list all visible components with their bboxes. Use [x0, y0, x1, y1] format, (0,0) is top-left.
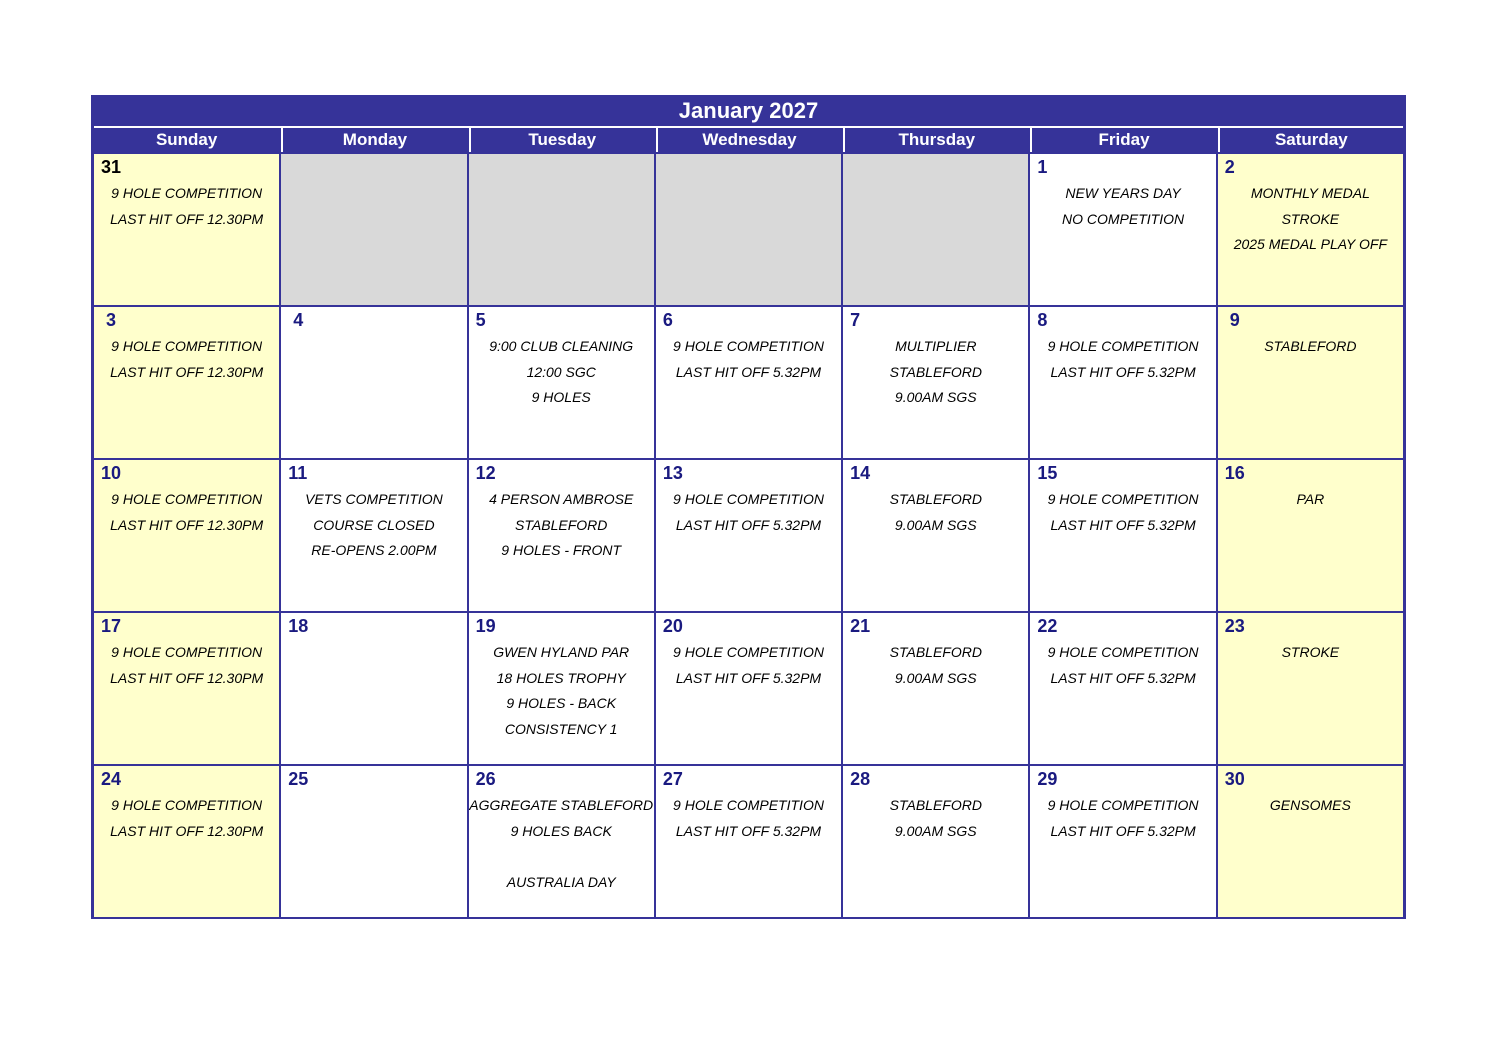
day-cell — [94, 307, 279, 458]
day-number: 17 — [101, 616, 122, 636]
day-number: 28 — [850, 769, 871, 789]
day-cell — [1030, 613, 1215, 764]
day-number: 10 — [101, 463, 122, 483]
event-line: LAST HIT OFF 5.32PM — [675, 363, 822, 380]
event-line: LAST HIT OFF 5.32PM — [1050, 669, 1196, 686]
weekday-sunday: Sunday — [155, 130, 218, 149]
event-line: 9.00AM SGS — [894, 822, 977, 839]
event-line: LAST HIT OFF 5.32PM — [1050, 363, 1196, 380]
day-number: 16 — [1224, 463, 1245, 483]
event-line: 9 HOLES - FRONT — [501, 542, 622, 558]
event-line: STABLEFORD — [515, 516, 608, 533]
day-number: 4 — [293, 310, 304, 330]
day-cell — [94, 154, 279, 305]
event-list — [1218, 181, 1403, 258]
event-line: NEW YEARS DAY — [1065, 185, 1181, 201]
day-cell — [281, 766, 466, 917]
day-number: 29 — [1037, 769, 1058, 789]
event-line: STABLEFORD — [889, 491, 982, 507]
day-cell — [656, 307, 841, 458]
event-line: STABLEFORD — [889, 644, 982, 660]
event-line: 9 HOLE COMPETITION — [673, 338, 824, 354]
day-cell — [1030, 154, 1215, 305]
calendar-title: January 2027 — [678, 98, 819, 123]
day-number: 12 — [475, 463, 496, 483]
event-line: 9 HOLE COMPETITION — [111, 491, 263, 507]
event-list — [1030, 487, 1215, 538]
day-number: 13 — [662, 463, 683, 483]
day-number: 7 — [850, 310, 861, 330]
day-number: 3 — [106, 310, 117, 330]
event-line: AGGREGATE STABLEFORD — [469, 797, 654, 813]
day-number: 18 — [288, 616, 309, 636]
day-cell — [843, 613, 1028, 764]
empty-day-cell — [843, 154, 1028, 305]
event-list — [469, 487, 654, 564]
weekday-friday: Friday — [1030, 128, 1215, 152]
event-list — [843, 487, 1028, 538]
event-list — [1218, 334, 1403, 360]
event-list — [1218, 793, 1403, 819]
day-number: 25 — [288, 769, 309, 789]
event-line: STROKE — [1281, 210, 1340, 227]
event-line: 9 HOLE COMPETITION — [111, 797, 263, 813]
day-cell — [94, 766, 279, 917]
weekday-wednesday: Wednesday — [656, 128, 841, 152]
day-cell — [281, 460, 466, 611]
calendar-grid — [94, 154, 1403, 917]
day-cell — [1218, 460, 1403, 611]
event-list — [469, 640, 654, 742]
event-line: MONTHLY MEDAL — [1250, 185, 1370, 201]
event-line: LAST HIT OFF 12.30PM — [110, 669, 264, 686]
day-cell — [469, 613, 654, 764]
event-line: 9 HOLE COMPETITION — [1047, 338, 1199, 354]
day-number: 6 — [662, 310, 673, 330]
day-number: 15 — [1037, 463, 1058, 483]
event-line: LAST HIT OFF 5.32PM — [675, 822, 822, 839]
event-line: 9 HOLE COMPETITION — [673, 797, 824, 813]
day-number: 9 — [1229, 310, 1240, 330]
event-line: 12:00 SGC — [526, 363, 596, 380]
day-number: 31 — [101, 157, 122, 177]
day-cell — [469, 307, 654, 458]
event-list — [94, 640, 279, 691]
day-number: 2 — [1224, 157, 1235, 177]
event-line: MULTIPLIER — [895, 338, 977, 354]
event-line: STABLEFORD — [889, 363, 982, 380]
event-line: LAST HIT OFF 5.32PM — [675, 516, 822, 533]
event-list — [1030, 640, 1215, 691]
day-cell — [1218, 766, 1403, 917]
event-list — [843, 640, 1028, 691]
event-line: 9 HOLE COMPETITION — [673, 491, 824, 507]
day-cell — [843, 460, 1028, 611]
event-line: 9 HOLES - BACK — [506, 695, 617, 711]
event-list — [656, 640, 841, 691]
empty-day-cell — [656, 154, 841, 305]
event-line: LAST HIT OFF 5.32PM — [1050, 516, 1196, 533]
day-cell — [656, 766, 841, 917]
weekday-thursday: Thursday — [843, 128, 1028, 152]
day-cell — [656, 460, 841, 611]
event-line: 9 HOLE COMPETITION — [111, 338, 263, 354]
day-cell — [281, 307, 466, 458]
event-list — [656, 793, 841, 844]
event-line: STABLEFORD — [1264, 338, 1357, 354]
event-line: GENSOMES — [1269, 797, 1351, 813]
event-list — [843, 334, 1028, 411]
event-line: VETS COMPETITION — [305, 491, 443, 507]
event-line: STROKE — [1281, 644, 1340, 660]
day-number: 23 — [1224, 616, 1245, 636]
day-number: 20 — [662, 616, 683, 636]
weekday-tuesday: Tuesday — [469, 128, 654, 152]
event-line: LAST HIT OFF 12.30PM — [110, 363, 264, 380]
day-cell — [94, 613, 279, 764]
event-list — [469, 334, 654, 411]
event-line — [469, 844, 654, 870]
day-number: 19 — [475, 616, 496, 636]
event-line: 9:00 CLUB CLEANING — [489, 338, 634, 354]
weekday-saturday: Saturday — [1218, 128, 1403, 152]
event-line: STABLEFORD — [889, 797, 982, 813]
day-number: 1 — [1037, 157, 1048, 177]
day-number: 5 — [475, 310, 486, 330]
event-list — [94, 793, 279, 844]
event-line: LAST HIT OFF 12.30PM — [110, 822, 264, 839]
day-cell — [469, 460, 654, 611]
event-line: PAR — [1296, 491, 1325, 507]
day-cell — [1218, 154, 1403, 305]
event-line: 9 HOLE COMPETITION — [673, 644, 824, 660]
day-cell — [1030, 766, 1215, 917]
event-list — [1030, 334, 1215, 385]
event-line: 18 HOLES TROPHY — [496, 669, 626, 686]
day-cell — [656, 613, 841, 764]
event-line: 9 HOLE COMPETITION — [1047, 644, 1199, 660]
day-number: 24 — [101, 769, 122, 789]
event-list — [94, 334, 279, 385]
event-line: 2025 MEDAL PLAY OFF — [1233, 236, 1387, 252]
day-number: 22 — [1037, 616, 1058, 636]
event-line: RE-OPENS 2.00PM — [311, 542, 437, 558]
day-number: 14 — [850, 463, 871, 483]
event-list — [1030, 793, 1215, 844]
event-line: 4 PERSON AMBROSE — [489, 491, 634, 507]
event-list — [1218, 640, 1403, 666]
day-cell — [1030, 307, 1215, 458]
empty-day-cell — [469, 154, 654, 305]
day-number: 27 — [662, 769, 683, 789]
day-cell — [1218, 613, 1403, 764]
event-line: 9 HOLE COMPETITION — [111, 644, 263, 660]
event-line: 9 HOLE COMPETITION — [1047, 797, 1199, 813]
event-line: LAST HIT OFF 5.32PM — [675, 669, 822, 686]
event-list — [1030, 181, 1215, 232]
event-line: LAST HIT OFF 12.30PM — [110, 516, 264, 533]
event-line: COURSE CLOSED — [313, 516, 435, 533]
event-list — [469, 793, 654, 895]
event-list — [1218, 487, 1403, 513]
weekday-monday: Monday — [281, 128, 466, 152]
event-list — [94, 181, 279, 232]
event-line: 9 HOLE COMPETITION — [1047, 491, 1199, 507]
event-list — [656, 487, 841, 538]
day-number: 8 — [1037, 310, 1048, 330]
day-number: 21 — [850, 616, 871, 636]
day-number: 11 — [288, 463, 308, 483]
event-line: 9 HOLES — [531, 389, 591, 405]
event-line: AUSTRALIA DAY — [506, 873, 616, 890]
event-line: LAST HIT OFF 5.32PM — [1050, 822, 1196, 839]
day-cell — [843, 766, 1028, 917]
day-number: 26 — [475, 769, 496, 789]
event-line: NO COMPETITION — [1062, 210, 1185, 227]
event-list — [843, 793, 1028, 844]
day-cell — [94, 460, 279, 611]
event-line: 9 HOLES BACK — [510, 822, 612, 839]
event-list — [281, 487, 466, 564]
event-list — [94, 487, 279, 538]
day-cell — [1218, 307, 1403, 458]
event-list — [656, 334, 841, 385]
day-cell — [469, 766, 654, 917]
calendar — [91, 95, 1406, 919]
event-line: 9.00AM SGS — [894, 389, 977, 405]
day-number: 30 — [1224, 769, 1245, 789]
day-cell — [281, 613, 466, 764]
event-line: 9.00AM SGS — [894, 516, 977, 533]
empty-day-cell — [281, 154, 466, 305]
event-line: CONSISTENCY 1 — [504, 720, 618, 737]
event-line: LAST HIT OFF 12.30PM — [110, 210, 264, 227]
event-line: 9.00AM SGS — [894, 669, 977, 686]
event-line: GWEN HYLAND PAR — [493, 644, 630, 660]
day-cell — [843, 307, 1028, 458]
event-line: 9 HOLE COMPETITION — [111, 185, 263, 201]
day-cell — [1030, 460, 1215, 611]
weekday-header-row — [94, 126, 1403, 152]
